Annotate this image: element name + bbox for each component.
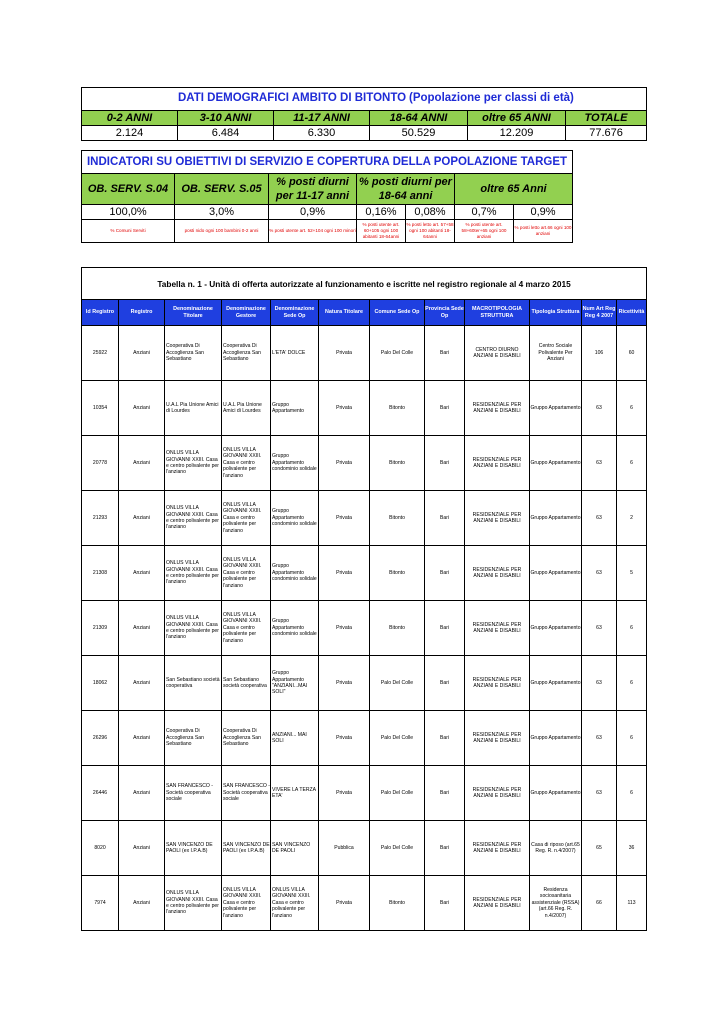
- gestore-cell: ONLUS VILLA GIOVANNI XXIII. Casa e centro polivalente per l'anziano: [222, 546, 271, 601]
- natura-titolare-cell: Privata: [319, 546, 370, 601]
- tipologia-cell: Gruppo Appartamento: [530, 711, 582, 766]
- tipologia-cell: Gruppo Appartamento: [530, 656, 582, 711]
- natura-titolare-cell: Privata: [319, 491, 370, 546]
- provincia-cell: Bari: [425, 656, 465, 711]
- provincia-cell: Bari: [425, 601, 465, 656]
- registry-header: Provincia Sede Op: [425, 300, 465, 326]
- natura-titolare-cell: Privata: [319, 326, 370, 381]
- id-registro-cell: 18062: [82, 656, 119, 711]
- tipologia-cell: Gruppo Appartamento: [530, 601, 582, 656]
- num-art-cell: 65: [582, 821, 617, 876]
- comune-cell: Bitonto: [370, 601, 425, 656]
- indicator-header: OB. SERV. S.05: [175, 174, 269, 205]
- macrotipologia-cell: RESIDENZIALE PER ANZIANI E DISABILI: [465, 766, 530, 821]
- table-row: [82, 766, 647, 821]
- age-header: 0-2 ANNI: [82, 111, 178, 126]
- num-art-cell: 63: [582, 491, 617, 546]
- demographics-table: [81, 87, 647, 141]
- sede-op-cell: ANZIANI... MAI SOLI: [271, 711, 319, 766]
- registro-cell: Anziani: [119, 876, 165, 931]
- gestore-cell: Cooperativa Di Accoglienza San Sebastiano: [222, 711, 271, 766]
- provincia-cell: Bari: [425, 326, 465, 381]
- gestore-cell: Cooperativa Di Accoglienza San Sebastiano: [222, 326, 271, 381]
- num-art-cell: 63: [582, 766, 617, 821]
- titolare-cell: SAN FRANCESCO - Società cooperativa sociale: [165, 766, 222, 821]
- tipologia-cell: Casa di riposo (art.65 Reg. R. n.4/2007): [530, 821, 582, 876]
- table-row: [82, 601, 647, 656]
- table-row: [82, 326, 647, 381]
- provincia-cell: Bari: [425, 491, 465, 546]
- indicator-header: OB. SERV. S.04: [82, 174, 175, 205]
- provincia-cell: Bari: [425, 381, 465, 436]
- ricettivita-cell: 60: [617, 326, 647, 381]
- provincia-cell: Bari: [425, 436, 465, 491]
- population-value: 50.529: [370, 126, 468, 141]
- registry-header: Registro: [119, 300, 165, 326]
- indicator-note: % posti utente art. 58+60ter+65 ogni 100 anziani: [455, 220, 514, 243]
- id-registro-cell: 26296: [82, 711, 119, 766]
- num-art-cell: 106: [582, 326, 617, 381]
- gestore-cell: San Sebastiano società cooperativa: [222, 656, 271, 711]
- tipologia-cell: Gruppo Appartamento: [530, 766, 582, 821]
- demographics-subtitle: (Popolazione per classi di età): [409, 92, 574, 104]
- titolare-cell: ONLUS VILLA GIOVANNI XXIII. Casa e centro polivalente per l'anziano: [165, 601, 222, 656]
- titolare-cell: SAN VINCENZO DE PAOLI (ex I.P.A.B): [165, 821, 222, 876]
- tipologia-cell: Gruppo Appartamento: [530, 546, 582, 601]
- sede-op-cell: Gruppo Appartamento condominio solidale: [271, 436, 319, 491]
- ricettivita-cell: 6: [617, 601, 647, 656]
- gestore-cell: ONLUS VILLA GIOVANNI XXIII. Casa e centro polivalente per l'anziano: [222, 491, 271, 546]
- titolare-cell: ONLUS VILLA GIOVANNI XXIII. Casa e centro polivalente per l'anziano: [165, 876, 222, 931]
- indicator-note: % posti utente art. 52+104 ogni 100 minori: [269, 220, 357, 243]
- macrotipologia-cell: CENTRO DIURNO ANZIANI E DISABILI: [465, 326, 530, 381]
- registry-header: Tipologia Struttura: [530, 300, 582, 326]
- indicator-note: % Comuni Serviti: [82, 220, 175, 243]
- comune-cell: Bitonto: [370, 491, 425, 546]
- sede-op-cell: VIVERE LA TERZA ETA': [271, 766, 319, 821]
- indicators-title: INDICATORI SU OBIETTIVI DI SERVIZIO E COPERTURA DELLA POPOLAZIONE TARGET: [82, 151, 573, 174]
- titolare-cell: Cooperativa Di Accoglienza San Sebastiano: [165, 711, 222, 766]
- id-registro-cell: 26446: [82, 766, 119, 821]
- sede-op-cell: L'ETA' DOLCE: [271, 326, 319, 381]
- num-art-cell: 63: [582, 546, 617, 601]
- registro-cell: Anziani: [119, 546, 165, 601]
- registro-cell: Anziani: [119, 491, 165, 546]
- macrotipologia-cell: RESIDENZIALE PER ANZIANI E DISABILI: [465, 601, 530, 656]
- id-registro-cell: 20778: [82, 436, 119, 491]
- titolare-cell: ONLUS VILLA GIOVANNI XXIII. Casa e centro polivalente per l'anziano: [165, 436, 222, 491]
- macrotipologia-cell: RESIDENZIALE PER ANZIANI E DISABILI: [465, 711, 530, 766]
- registry-header: Denominazione Sede Op: [271, 300, 319, 326]
- population-value: 2.124: [82, 126, 178, 141]
- age-header: 3-10 ANNI: [178, 111, 274, 126]
- sede-op-cell: SAN VINCENZO DE PAOLI: [271, 821, 319, 876]
- titolare-cell: ONLUS VILLA GIOVANNI XXIII. Casa e centro polivalente per l'anziano: [165, 546, 222, 601]
- comune-cell: Palo Del Colle: [370, 821, 425, 876]
- id-registro-cell: 10354: [82, 381, 119, 436]
- population-value: 6.330: [274, 126, 370, 141]
- num-art-cell: 63: [582, 381, 617, 436]
- registry-header: Num Art Reg Reg 4 2007: [582, 300, 617, 326]
- indicator-note: % posti utente art. 60+105 ogni 100 abitanti 18-64anni: [357, 220, 406, 243]
- id-registro-cell: 21293: [82, 491, 119, 546]
- provincia-cell: Bari: [425, 766, 465, 821]
- indicator-note: % posti letto art.66 ogni 100 anziani: [514, 220, 573, 243]
- tipologia-cell: Centro Sociale Polivalente Per Anziani: [530, 326, 582, 381]
- comune-cell: Bitonto: [370, 381, 425, 436]
- titolare-cell: ONLUS VILLA GIOVANNI XXIII. Casa e centro polivalente per l'anziano: [165, 491, 222, 546]
- natura-titolare-cell: Privata: [319, 601, 370, 656]
- registry-table: [81, 267, 647, 931]
- population-value: 12.209: [468, 126, 566, 141]
- age-header: 18-64 ANNI: [370, 111, 468, 126]
- ricettivita-cell: 36: [617, 821, 647, 876]
- table-row: [82, 876, 647, 931]
- id-registro-cell: 21309: [82, 601, 119, 656]
- registry-body: [82, 326, 647, 931]
- titolare-cell: San Sebastiano società cooperativa: [165, 656, 222, 711]
- comune-cell: Bitonto: [370, 436, 425, 491]
- macrotipologia-cell: RESIDENZIALE PER ANZIANI E DISABILI: [465, 656, 530, 711]
- num-art-cell: 66: [582, 876, 617, 931]
- sede-op-cell: ONLUS VILLA GIOVANNI XXIII. Casa e centro polivalente per l'anziano: [271, 876, 319, 931]
- ricettivita-cell: 6: [617, 381, 647, 436]
- registro-cell: Anziani: [119, 766, 165, 821]
- tipologia-cell: Residenza sociosanitaria assistenziale (RSSA) (art.66 Reg. R. n.4/2007): [530, 876, 582, 931]
- age-header: oltre 65 ANNI: [468, 111, 566, 126]
- registry-header: Natura Titolare: [319, 300, 370, 326]
- provincia-cell: Bari: [425, 821, 465, 876]
- population-total: 77.676: [566, 126, 647, 141]
- indicator-note: % posti letto art. 57+58 ogni 100 abitanti 18-64anni: [406, 220, 455, 243]
- ricettivita-cell: 6: [617, 436, 647, 491]
- table-row: [82, 491, 647, 546]
- demographics-title: DATI DEMOGRAFICI AMBITO DI BITONTO: [178, 92, 407, 104]
- macrotipologia-cell: RESIDENZIALE PER ANZIANI E DISABILI: [465, 546, 530, 601]
- tipologia-cell: Gruppo Appartamento: [530, 491, 582, 546]
- comune-cell: Palo Del Colle: [370, 326, 425, 381]
- macrotipologia-cell: RESIDENZIALE PER ANZIANI E DISABILI: [465, 491, 530, 546]
- registry-header: Denominazione Gestore: [222, 300, 271, 326]
- macrotipologia-cell: RESIDENZIALE PER ANZIANI E DISABILI: [465, 821, 530, 876]
- indicator-value: 0,9%: [269, 205, 357, 220]
- comune-cell: Bitonto: [370, 546, 425, 601]
- natura-titolare-cell: Privata: [319, 766, 370, 821]
- registro-cell: Anziani: [119, 821, 165, 876]
- table-row: [82, 821, 647, 876]
- tipologia-cell: Gruppo Appartamento: [530, 381, 582, 436]
- natura-titolare-cell: Privata: [319, 381, 370, 436]
- num-art-cell: 63: [582, 656, 617, 711]
- comune-cell: Bitonto: [370, 876, 425, 931]
- registro-cell: Anziani: [119, 381, 165, 436]
- natura-titolare-cell: Privata: [319, 656, 370, 711]
- indicator-value: 0,7%: [455, 205, 514, 220]
- num-art-cell: 63: [582, 711, 617, 766]
- indicators-table: [81, 150, 573, 243]
- id-registro-cell: 8020: [82, 821, 119, 876]
- ricettivita-cell: 5: [617, 546, 647, 601]
- id-registro-cell: 21308: [82, 546, 119, 601]
- registro-cell: Anziani: [119, 436, 165, 491]
- registro-cell: Anziani: [119, 326, 165, 381]
- macrotipologia-cell: RESIDENZIALE PER ANZIANI E DISABILI: [465, 876, 530, 931]
- gestore-cell: ONLUS VILLA GIOVANNI XXIII. Casa e centro polivalente per l'anziano: [222, 436, 271, 491]
- comune-cell: Palo Del Colle: [370, 766, 425, 821]
- ricettivita-cell: 2: [617, 491, 647, 546]
- provincia-cell: Bari: [425, 876, 465, 931]
- indicator-header: % posti diurni per 18-64 anni: [357, 174, 455, 205]
- table-row: [82, 436, 647, 491]
- registro-cell: Anziani: [119, 711, 165, 766]
- provincia-cell: Bari: [425, 711, 465, 766]
- num-art-cell: 63: [582, 601, 617, 656]
- gestore-cell: U.A.L Pia Unione Amici di Lourdes: [222, 381, 271, 436]
- registry-header: Denominazione Titolare: [165, 300, 222, 326]
- indicator-note: posti nido ogni 100 bambini 0-2 anni: [175, 220, 269, 243]
- ricettivita-cell: 6: [617, 711, 647, 766]
- table-row: [82, 381, 647, 436]
- ricettivita-cell: 113: [617, 876, 647, 931]
- ricettivita-cell: 6: [617, 656, 647, 711]
- gestore-cell: SAN FRANCESCO - Società cooperativa sociale: [222, 766, 271, 821]
- registry-header: Ricettività: [617, 300, 647, 326]
- provincia-cell: Bari: [425, 546, 465, 601]
- indicator-value: 0,9%: [514, 205, 573, 220]
- registry-title: Tabella n. 1 - Unità di offerta autorizzate al funzionamento e iscritte nel registro regionale al 4 marzo 2015: [82, 268, 647, 300]
- registro-cell: Anziani: [119, 656, 165, 711]
- ricettivita-cell: 6: [617, 766, 647, 821]
- indicator-value: 3,0%: [175, 205, 269, 220]
- indicator-value: 0,08%: [406, 205, 455, 220]
- titolare-cell: U.A.L Pia Unione Amici di Lourdes: [165, 381, 222, 436]
- registry-header: MACROTIPOLOGIA STRUTTURA: [465, 300, 530, 326]
- registry-header: Id Registro: [82, 300, 119, 326]
- natura-titolare-cell: Privata: [319, 436, 370, 491]
- id-registro-cell: 7974: [82, 876, 119, 931]
- sede-op-cell: Gruppo Appartamento: [271, 381, 319, 436]
- indicator-header: oltre 65 Anni: [455, 174, 573, 205]
- sede-op-cell: Gruppo Appartamento "ANZIANI...MAI SOLI": [271, 656, 319, 711]
- registro-cell: Anziani: [119, 601, 165, 656]
- natura-titolare-cell: Pubblica: [319, 821, 370, 876]
- macrotipologia-cell: RESIDENZIALE PER ANZIANI E DISABILI: [465, 381, 530, 436]
- indicator-value: 100,0%: [82, 205, 175, 220]
- sede-op-cell: Gruppo Appartamento condominio solidale: [271, 601, 319, 656]
- tipologia-cell: Gruppo Appartamento: [530, 436, 582, 491]
- registry-header: Comune Sede Op: [370, 300, 425, 326]
- comune-cell: Palo Del Colle: [370, 711, 425, 766]
- num-art-cell: 63: [582, 436, 617, 491]
- id-registro-cell: 25922: [82, 326, 119, 381]
- age-header: 11-17 ANNI: [274, 111, 370, 126]
- table-row: [82, 656, 647, 711]
- titolare-cell: Cooperativa Di Accoglienza San Sebastiano: [165, 326, 222, 381]
- indicator-header: % posti diurni per 11-17 anni: [269, 174, 357, 205]
- total-header: TOTALE: [566, 111, 647, 126]
- population-value: 6.484: [178, 126, 274, 141]
- table-row: [82, 711, 647, 766]
- gestore-cell: ONLUS VILLA GIOVANNI XXIII. Casa e centro polivalente per l'anziano: [222, 601, 271, 656]
- sede-op-cell: Gruppo Appartamento condominio solidale: [271, 546, 319, 601]
- indicator-value: 0,16%: [357, 205, 406, 220]
- gestore-cell: ONLUS VILLA GIOVANNI XXIII. Casa e centro polivalente per l'anziano: [222, 876, 271, 931]
- comune-cell: Palo Del Colle: [370, 656, 425, 711]
- table-row: [82, 546, 647, 601]
- natura-titolare-cell: Privata: [319, 876, 370, 931]
- gestore-cell: SAN VINCENZO DE PAOLI (ex I.P.A.B): [222, 821, 271, 876]
- natura-titolare-cell: Privata: [319, 711, 370, 766]
- sede-op-cell: Gruppo Appartamento condominio solidale: [271, 491, 319, 546]
- macrotipologia-cell: RESIDENZIALE PER ANZIANI E DISABILI: [465, 436, 530, 491]
